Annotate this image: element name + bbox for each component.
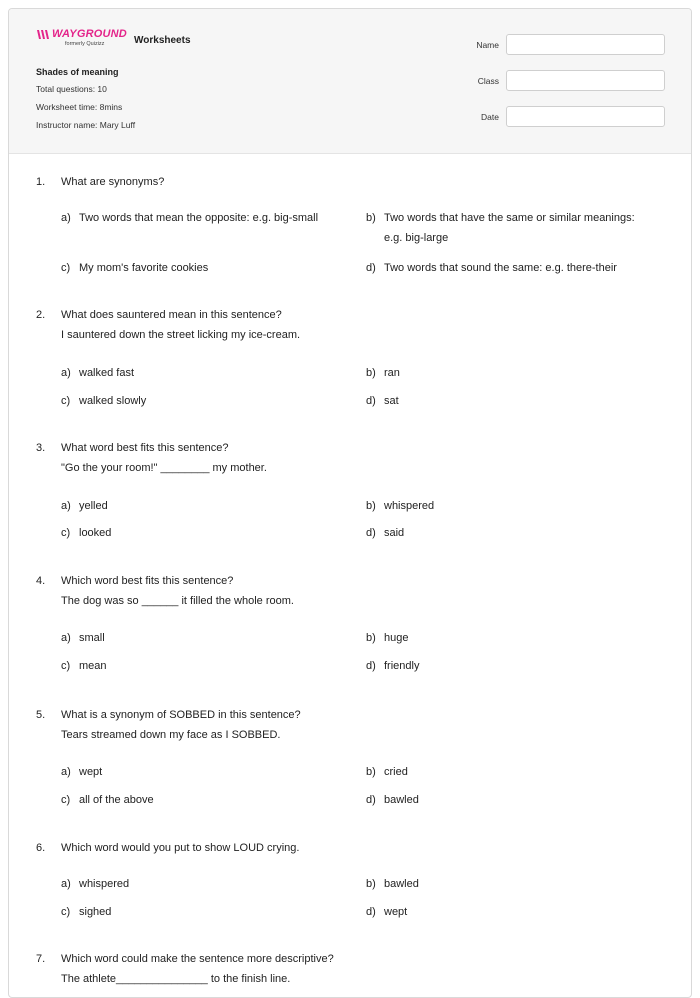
- question-text: I sauntered down the street licking my ice-cream.: [61, 329, 301, 341]
- question-number: 2.: [36, 309, 46, 321]
- instructor-name: Instructor name: Mary Luff: [36, 120, 136, 130]
- question-text: What is a synonym of SOBBED in this sentence?: [61, 709, 301, 721]
- total-questions: Total questions: 10: [36, 84, 107, 94]
- worksheet: WAYGROUND formerly Quizizz Worksheets Shades of meaning Total questions: 10 Worksheet time: 8mins Instructor name: Mary Luff Name Class Date 1. What are synonyms? a) Two words that mean the opposite: e.g. big-small b) Two words that have the same or similar meanings: e.g. big-large c) My mom's favorite cookies d) Two words that sound the same: e.g. there-their 2. What does sauntered mean in this sentence? I sauntered down the street licking my ice-cream. a) walked fast b) ran c) walked slowly d) sat 3. What word best fits this sentence? "Go the your room!" ________ my mother. a) yelled b) whispered c) looked d) said 4. Which word best fits this sentence? The dog was so ______ it filled the whole room. a) small b) huge c) mean d) friendly 5. What is a synonym of SOBBED in this sentence? Tears streamed down my face as I SOBBED. a) wept b) cried c) all of the above d) bawled 6. Which word would you put to show LOUD crying. a) whispered b) bawled c) sighed d) wept 7. Which word could make the sentence more descriptive? The athlete_______________ to the finish line.: [8, 8, 692, 998]
- question-number: 5.: [36, 709, 46, 721]
- brand-subtitle: formerly Quizizz: [65, 41, 105, 47]
- worksheet-time: Worksheet time: 8mins: [36, 102, 123, 112]
- section-title: Worksheets: [134, 35, 191, 46]
- brand-name: WAYGROUND: [52, 28, 127, 40]
- question-text: Which word would you put to show LOUD crying.: [61, 842, 300, 854]
- question-number: 6.: [36, 842, 46, 854]
- question-text: "Go the your room!" ________ my mother.: [61, 462, 267, 474]
- question-number: 4.: [36, 575, 46, 587]
- question-number: 3.: [36, 442, 46, 454]
- name-label: Name: [476, 40, 499, 50]
- wayground-mark-icon: [36, 29, 50, 40]
- date-label: Date: [481, 112, 499, 122]
- question-number: 7.: [36, 953, 46, 965]
- question-text: Which word best fits this sentence?: [61, 575, 234, 587]
- question-text: What word best fits this sentence?: [61, 442, 229, 454]
- worksheet-header: [9, 9, 692, 154]
- class-field[interactable]: [506, 70, 665, 91]
- question-text: Which word could make the sentence more descriptive?: [61, 953, 334, 965]
- date-field[interactable]: [506, 106, 665, 127]
- brand-logo: [36, 28, 131, 47]
- worksheet-title: Shades of meaning: [36, 67, 119, 77]
- question-text: Tears streamed down my face as I SOBBED.: [61, 729, 281, 741]
- question-text: What are synonyms?: [61, 176, 165, 188]
- name-field[interactable]: [506, 34, 665, 55]
- class-label: Class: [477, 76, 499, 86]
- question-text: The athlete_______________ to the finish line.: [61, 973, 291, 985]
- question-number: 1.: [36, 176, 46, 188]
- question-text: What does sauntered mean in this sentence?: [61, 309, 282, 321]
- question-text: The dog was so ______ it filled the whole room.: [61, 595, 294, 607]
